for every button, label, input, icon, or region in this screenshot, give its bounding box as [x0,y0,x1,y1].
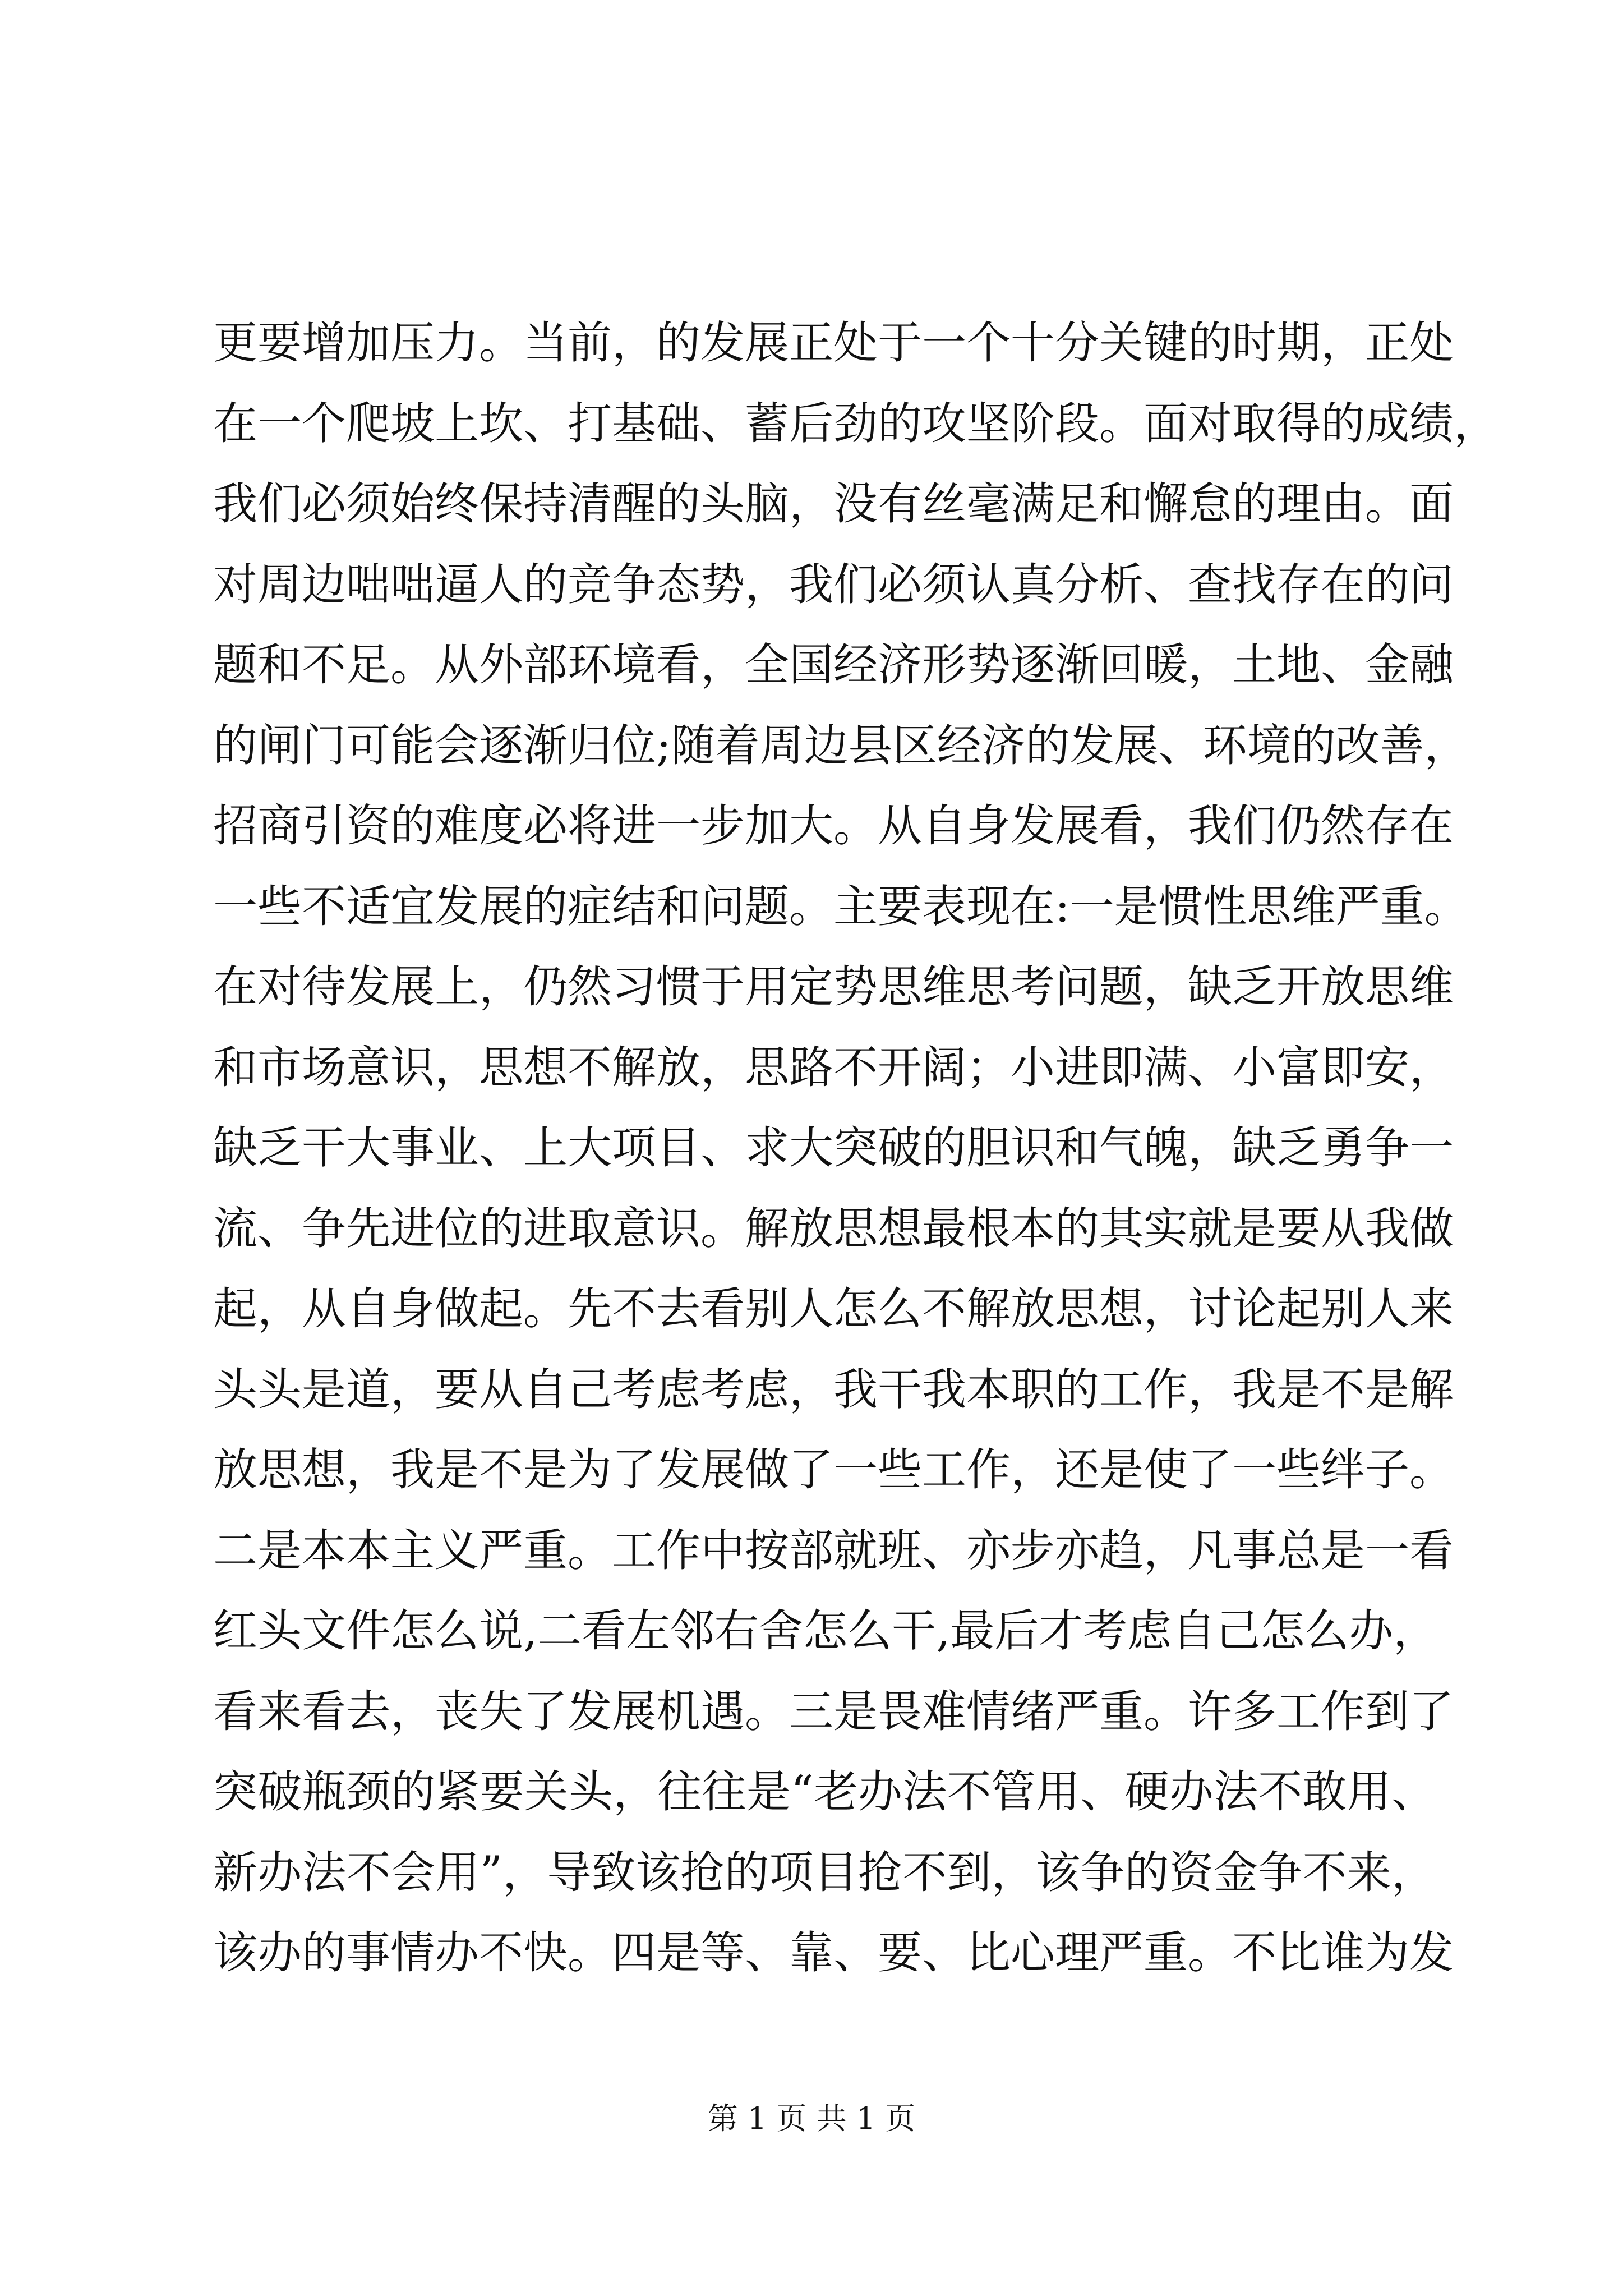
text-line: 更要增加压力。当前，的发展正处于一个十分关键的时期，正处 [213,317,1454,369]
text-line: 新办法不会用”，导致该抢的项目抢不到，该争的资金争不来， [213,1846,1436,1898]
text-line: 我们必须始终保持清醒的头脑，没有丝毫满足和懈怠的理由。面 [213,478,1454,530]
text-line: 一些不适宜发展的症结和问题。主要表现在:一是惯性思维严重。 [213,880,1469,932]
text-line: 头头是道，要从自己考虑考虑，我干我本职的工作，我是不是解 [213,1363,1454,1415]
text-line: 起，从自身做起。先不去看别人怎么不解放思想，讨论起别人来 [213,1283,1454,1335]
text-line: 在对待发展上，仍然习惯于用定势思维思考问题，缺乏开放思维 [213,961,1454,1013]
text-line: 的闸门可能会逐渐归位;随着周边县区经济的发展、环境的改善， [213,719,1469,771]
page-footer [0,2099,1623,2138]
body-text [213,303,1498,1994]
text-line: 题和不足。从外部环境看，全国经济形势逐渐回暖，土地、金融 [213,639,1454,691]
text-line: 缺乏干大事业、上大项目、求大突破的胆识和气魄，缺乏勇争一 [213,1122,1454,1174]
text-line: 突破瓶颈的紧要关头，往往是“老办法不管用、硬办法不敢用、 [213,1766,1436,1818]
text-line: 红头文件怎么说,二看左邻右舍怎么干,最后才考虑自己怎么办， [213,1605,1438,1657]
text-line: 和市场意识，思想不解放，思路不开阔；小进即满、小富即安， [213,1041,1454,1093]
text-line: 对周边咄咄逼人的竞争态势，我们必须认真分析、查找存在的问 [213,558,1454,610]
text-line: 放思想，我是不是为了发展做了一些工作，还是使了一些绊子。 [213,1444,1454,1496]
text-line: 招商引资的难度必将进一步加大。从自身发展看，我们仍然存在 [213,800,1454,852]
text-line: 在一个爬坡上坎、打基础、蓄后劲的攻坚阶段。面对取得的成绩， [213,397,1498,449]
page-number: 第 1 页 共 1 页 [707,2101,916,2136]
text-line: 流、争先进位的进取意识。解放思想最根本的其实就是要从我做 [213,1202,1454,1254]
text-line: 该办的事情办不快。四是等、靠、要、比心理严重。不比谁为发 [213,1927,1454,1978]
text-line: 二是本本主义严重。工作中按部就班、亦步亦趋，凡事总是一看 [213,1524,1454,1576]
text-line: 看来看去，丧失了发展机遇。三是畏难情绪严重。许多工作到了 [213,1685,1454,1737]
